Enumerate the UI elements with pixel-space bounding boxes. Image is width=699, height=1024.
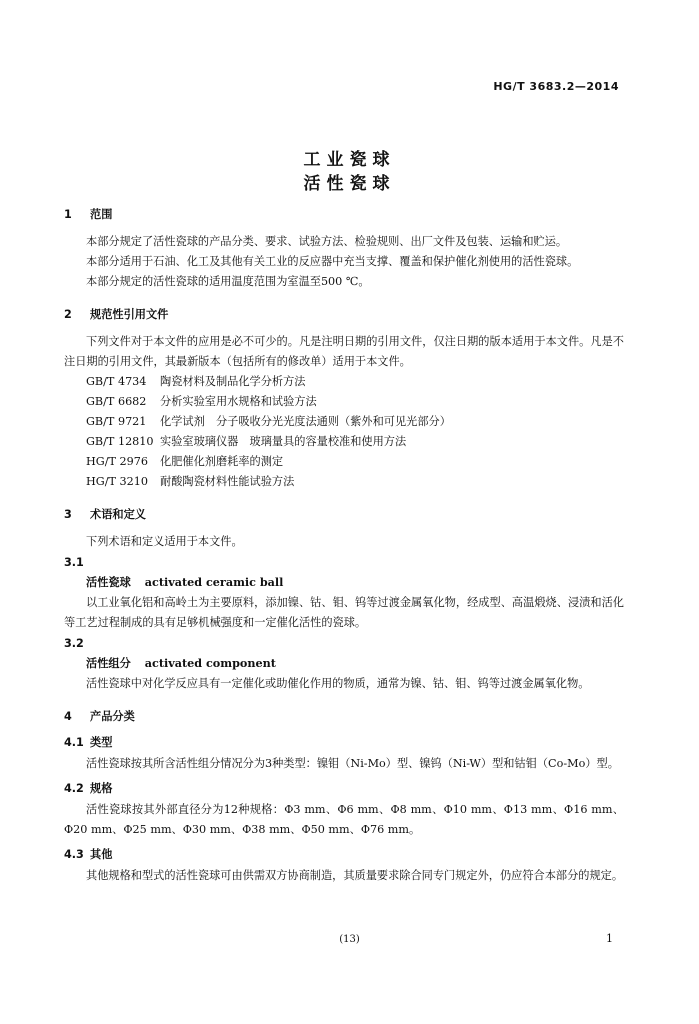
section-number: 1	[64, 208, 72, 221]
reference-title: 陶瓷材料及制品化学分析方法	[160, 375, 306, 388]
reference-code: GB/T 12810	[86, 435, 154, 448]
subsection-number: 4.3	[64, 848, 84, 861]
reference-code: HG/T 2976	[86, 455, 148, 468]
section-number: 2	[64, 308, 72, 321]
section-number: 4	[64, 710, 72, 723]
term-entry	[64, 653, 624, 674]
other-paragraph: 其他规格和型式的活性瓷球可由供需双方协商制造，其质量要求除合同专门规定外，仍应符合本部分的规定。	[86, 869, 624, 882]
section-title: 产品分类	[90, 710, 135, 723]
subsection-title: 规格	[90, 782, 113, 795]
section-heading-classification	[64, 708, 624, 726]
reference-item	[64, 432, 624, 452]
title-line-2: 活性瓷球	[303, 174, 396, 194]
reference-item	[64, 392, 624, 412]
scope-paragraph-1: 本部分规定了活性瓷球的产品分类、要求、试验方法、检验规则、出厂文件及包装、运输和贮运。	[86, 235, 568, 248]
subsection-title: 类型	[90, 736, 113, 749]
term-number: 3.2	[64, 637, 84, 650]
reference-item	[64, 412, 624, 432]
page-number: 1	[606, 932, 613, 945]
section-number: 3	[64, 508, 72, 521]
reference-code: GB/T 9721	[86, 415, 147, 428]
references-intro-paragraph: 下列文件对于本文件的应用是必不可少的。凡是注明日期的引用文件，仅注日期的版本适用于本文件。凡是不注日期的引用文件，其最新版本（包括所有的修改单）适用于本文件。	[64, 335, 624, 368]
reference-title: 化肥催化剂磨耗率的测定	[160, 455, 284, 468]
term-chinese: 活性瓷球	[86, 576, 131, 589]
reference-title: 耐酸陶瓷材料性能试验方法	[160, 475, 295, 488]
reference-title: 化学试剂 分子吸收分光光度法通则（紫外和可见光部分）	[160, 415, 451, 428]
section-heading-normative-references	[64, 306, 624, 324]
title-line-1: 工业瓷球	[303, 150, 396, 170]
subsection-heading-type	[64, 734, 624, 752]
term-english: activated ceramic ball	[144, 575, 284, 589]
term-english: activated component	[144, 656, 276, 670]
subsection-number: 4.2	[64, 782, 84, 795]
specification-paragraph: 活性瓷球按其外部直径分为12种规格：Φ3 mm、Φ6 mm、Φ8 mm、Φ10 mm、Φ13 mm、Φ16 mm、Φ20 mm、Φ25 mm、Φ30 mm、Φ38 mm、Φ50 mm、Φ76 mm。	[64, 803, 624, 836]
subsection-heading-specification	[64, 780, 624, 798]
term-entry	[64, 572, 624, 593]
subsection-heading-other	[64, 846, 624, 864]
scope-paragraph-3: 本部分规定的活性瓷球的适用温度范围为室温至500 ℃。	[86, 275, 370, 288]
reference-item	[64, 472, 624, 492]
reference-code: GB/T 4734	[86, 375, 147, 388]
terms-intro-paragraph: 下列术语和定义适用于本文件。	[86, 535, 243, 548]
document-body	[64, 206, 624, 886]
reference-title: 分析实验室用水规格和试验方法	[160, 395, 317, 408]
section-title: 术语和定义	[90, 508, 146, 521]
reference-title: 实验室玻璃仪器 玻璃量具的容量校准和使用方法	[160, 435, 407, 448]
type-paragraph: 活性瓷球按其所含活性组分情况分为3种类型：镍钼（Ni-Mo）型、镍钨（Ni-W）型和钴钼（Co-Mo）型。	[86, 757, 619, 770]
section-heading-scope	[64, 206, 624, 224]
term-definition: 以工业氧化铝和高岭土为主要原料，添加镍、钴、钼、钨等过渡金属氧化物，经成型、高温煅烧、浸渍和活化等工艺过程制成的具有足够机械强度和一定催化活性的瓷球。	[64, 596, 624, 629]
term-chinese: 活性组分	[86, 657, 131, 670]
subsection-title: 其他	[90, 848, 113, 861]
section-heading-terms	[64, 506, 624, 524]
section-title: 规范性引用文件	[90, 308, 169, 321]
term-definition: 活性瓷球中对化学反应具有一定催化或助催化作用的物质，通常为镍、钴、钼、钨等过渡金属氧化物。	[86, 677, 590, 690]
term-number: 3.1	[64, 556, 84, 569]
standard-code: HG/T 3683.2—2014	[493, 80, 619, 93]
section-title: 范围	[90, 208, 113, 221]
scope-paragraph-2: 本部分适用于石油、化工及其他有关工业的反应器中充当支撑、覆盖和保护催化剂使用的活性瓷球。	[86, 255, 579, 268]
reference-item	[64, 452, 624, 472]
reference-code: GB/T 6682	[86, 395, 147, 408]
reference-code: HG/T 3210	[86, 475, 148, 488]
footer-center-mark: (13)	[339, 934, 360, 945]
reference-item	[64, 372, 624, 392]
document-title	[0, 148, 699, 196]
subsection-number: 4.1	[64, 736, 84, 749]
